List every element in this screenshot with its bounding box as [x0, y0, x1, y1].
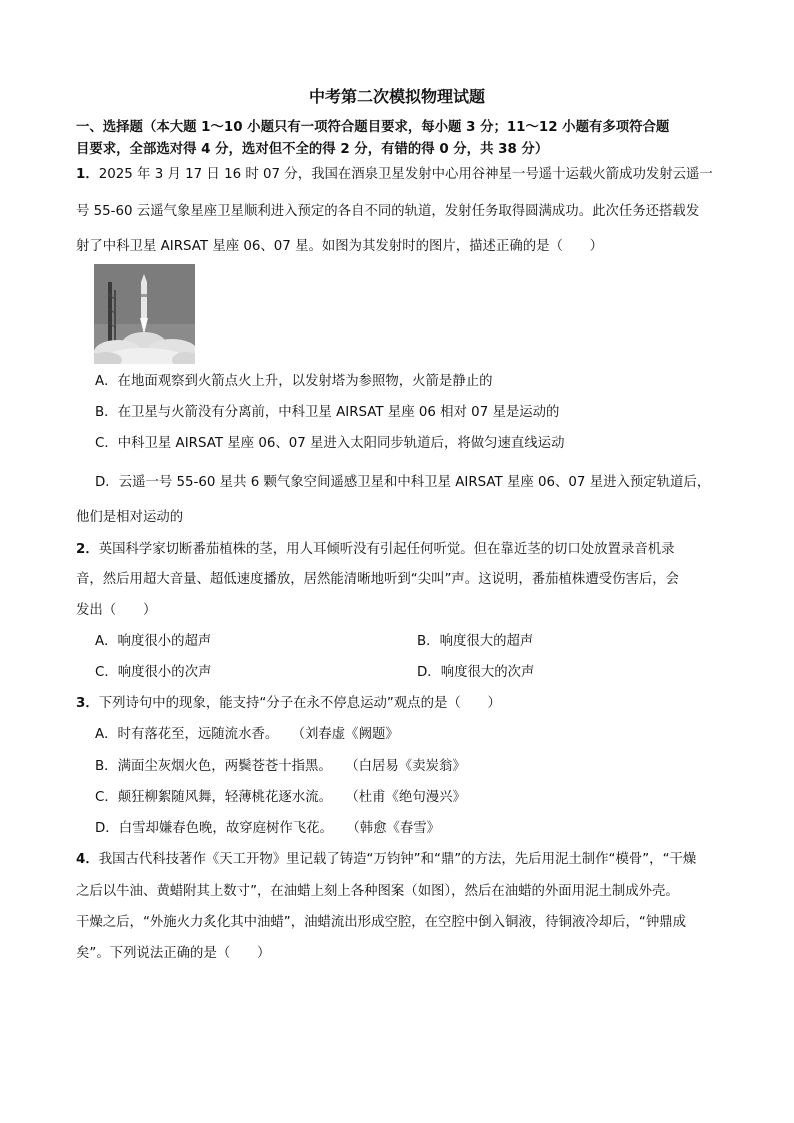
q4-text-1: 我国古代科技著作《天工开物》里记载了铸造“万钧钟”和“鼎”的方法，先后用泥土制作“模骨”，“干燥	[98, 852, 697, 867]
q1-line-3: 射了中科卫星 AIRSAT 星座 06、07 星。如图为其发射时的图片，描述正确的是（ ）	[76, 239, 604, 254]
q2-line-3: 发出（ ）	[76, 603, 157, 618]
q2-number: 2．	[76, 542, 99, 557]
q2-text-1: 英国科学家切断番茄植株的茎，用人耳倾听没有引起任何听觉。但在靠近茎的切口处放置录音机录	[98, 542, 675, 557]
q2-line-1	[76, 541, 675, 559]
q4-line-3: 干燥之后，“外施火力炙化其中油蜡”，油蜡流出形成空腔，在空腔中倒入铜液，待铜液冷却后，“钟鼎成	[76, 915, 686, 930]
q1-option-b: B．在卫星与火箭没有分离前，中科卫星 AIRSAT 星座 06 相对 07 星是运动的	[95, 405, 560, 420]
q4-line-4: 矣”。下列说法正确的是（ ）	[76, 946, 271, 961]
q3-number: 3．	[76, 696, 99, 711]
rocket-launch-photo	[94, 264, 195, 364]
q2-line-2: 音，然后用超大音量、超低速度播放，居然能清晰地听到“尖叫”声。这说明，番茄植株遭受伤害后，会	[76, 572, 680, 587]
q1-number: 1．	[76, 167, 99, 182]
q3-option-d: D．白雪却嫌春色晚，故穿庭树作飞花。 （韩愈《春雪》	[95, 821, 441, 836]
q1-line-1	[76, 166, 713, 184]
q2-option-b: B．响度很大的超声	[417, 634, 534, 649]
section-heading-line-1: 一、选择题（本大题 1～10 小题只有一项符合题目要求，每小题 3 分；11～12 小题有多项符合题	[76, 120, 670, 135]
q3-option-a: A．时有落花至，远随流水香。 （刘春虚《阙题》	[95, 727, 399, 742]
q3-text-1: 下列诗句中的现象，能支持“分子在永不停息运动”观点的是（ ）	[98, 696, 501, 711]
q1-line-2: 号 55-60 云遥气象星座卫星顺利进入预定的各自不同的轨道，发射任务取得圆满成功。此次任务还搭载发	[76, 204, 700, 219]
q2-option-d: D．响度很大的次声	[417, 665, 535, 680]
section-heading-line-2: 目要求，全部选对得 4 分，选对但不全的得 2 分，有错的得 0 分，共 38 分）	[76, 142, 549, 157]
q3-line-1	[76, 695, 501, 713]
q1-option-d-line-2: 他们是相对运动的	[76, 510, 184, 525]
q1-option-d-line-1: D．云遥一号 55-60 星共 6 颗气象空间遥感卫星和中科卫星 AIRSAT 星座 06、07 星进入预定轨道后，	[95, 475, 711, 490]
page-title: 中考第二次模拟物理试题	[308, 87, 485, 106]
q4-line-1	[76, 851, 696, 869]
q3-option-b: B．满面尘灰烟火色，两鬓苍苍十指黑。 （白居易《卖炭翁》	[95, 759, 466, 774]
q3-option-c: C．颠狂柳絮随风舞，轻薄桃花逐水流。 （杜甫《绝句漫兴》	[95, 790, 466, 805]
q1-option-a: A．在地面观察到火箭点火上升，以发射塔为参照物，火箭是静止的	[95, 374, 493, 389]
q2-option-c: C．响度很小的次声	[95, 665, 212, 680]
q2-option-a: A．响度很小的超声	[95, 634, 212, 649]
q4-line-2: 之后以牛油、黄蜡附其上数寸”，在油蜡上刻上各种图案（如图），然后在油蜡的外面用泥土制成外壳。	[76, 884, 679, 899]
q1-text-1: 2025 年 3 月 17 日 16 时 07 分，我国在酒泉卫星发射中心用谷神星一号遥十运载火箭成功发射云遥一	[98, 167, 713, 182]
q1-option-c: C．中科卫星 AIRSAT 星座 06、07 星进入太阳同步轨道后，将做匀速直线运动	[95, 436, 565, 451]
q4-number: 4．	[76, 852, 99, 867]
rocket-launch-illustration	[94, 264, 195, 364]
